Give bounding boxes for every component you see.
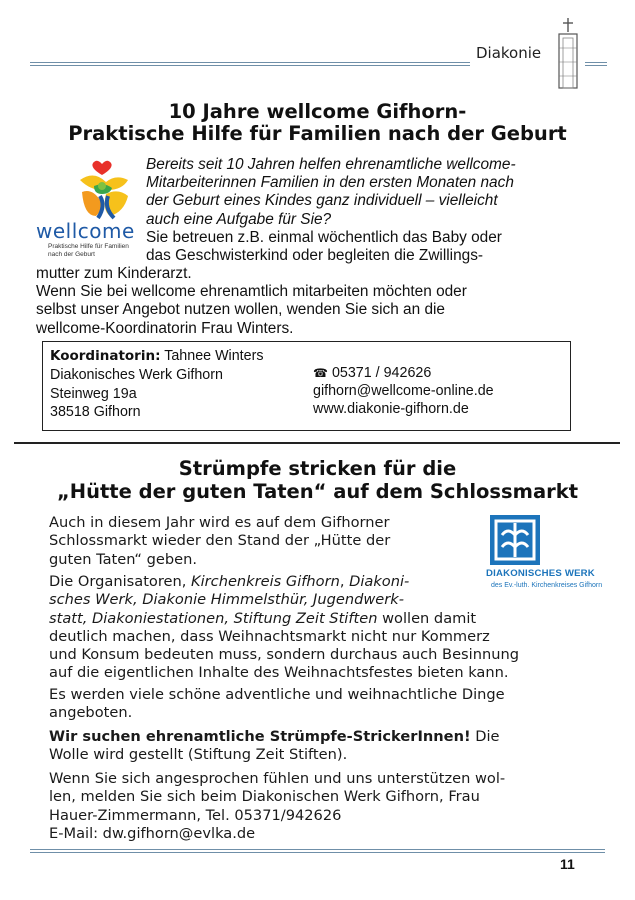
para-line: Hauer-Zimmermann, Tel. 05371/942626 bbox=[49, 806, 342, 824]
contact-city: 38518 Gifhorn bbox=[50, 404, 141, 420]
intro-line: der Geburt eines Kindes ganz individuell – vielleicht bbox=[146, 192, 498, 210]
wellcome-figure-logo-icon bbox=[72, 158, 136, 222]
para-line: Wenn Sie sich angesprochen fühlen und uns unterstützen wol- bbox=[49, 770, 506, 787]
section-divider bbox=[14, 442, 620, 444]
diakonie-cross-icon bbox=[555, 18, 581, 90]
article2-para2 bbox=[49, 573, 519, 683]
wellcome-wordmark: wellcome bbox=[36, 219, 135, 243]
para-line: Es werden viele schöne adventliche und weihnachtliche Dinge bbox=[49, 686, 505, 703]
diakonisches-werk-logo-icon bbox=[490, 515, 540, 565]
header-rule bbox=[30, 62, 470, 63]
para-line: auf die eigentlichen Inhalte des Weihnachtsfestes bieten kann. bbox=[49, 664, 509, 682]
dw-logo-name: DIAKONISCHES WERK bbox=[486, 568, 595, 579]
body-line: Wenn Sie bei wellcome ehrenamtlich mitarbeiten möchten oder bbox=[36, 283, 467, 301]
contact-email[interactable]: gifhorn@wellcome-online.de bbox=[313, 383, 494, 399]
contact-label: Koordinatorin: bbox=[50, 348, 161, 364]
para-line: Die Organisatoren, Kirchenkreis Gifhorn, Diakoni- bbox=[49, 573, 410, 590]
contact-name-line bbox=[50, 347, 264, 365]
para-line: deutlich machen, dass Weihnachtsmarkt nicht nur Kommerz bbox=[49, 627, 490, 645]
article1-body-a bbox=[146, 229, 502, 265]
article2-title-line2: „Hütte der guten Taten“ auf dem Schlossmarkt bbox=[56, 480, 579, 503]
article2-para4 bbox=[49, 728, 500, 765]
footer-rule bbox=[30, 849, 605, 850]
intro-line: Bereits seit 10 Jahren helfen ehrenamtliche wellcome- bbox=[146, 156, 516, 173]
para-line: und Konsum bedeuten muss, sondern durchaus auch Besinnung bbox=[49, 646, 519, 664]
article1-title-line1: 10 Jahre wellcome Gifhorn- bbox=[168, 100, 467, 123]
para-line: len, melden Sie sich beim Diakonischen Werk Gifhorn, Frau bbox=[49, 788, 480, 806]
header-title: Diakonie bbox=[476, 44, 542, 62]
contact-name: Tahnee Winters bbox=[164, 348, 264, 364]
header-rule bbox=[585, 65, 607, 66]
wellcome-tagline: Praktische Hilfe für Familien nach der Geburt bbox=[48, 243, 129, 258]
phone-icon: ☎ bbox=[313, 366, 328, 380]
para-line: angeboten. bbox=[49, 704, 133, 722]
contact-box bbox=[42, 341, 571, 431]
body-line: Sie betreuen z.B. einmal wöchentlich das Baby oder bbox=[146, 229, 502, 246]
header-rule bbox=[585, 62, 607, 63]
article2-para3 bbox=[49, 686, 505, 723]
intro-line: Mitarbeiterinnen Familien in den ersten Monaten nach bbox=[146, 174, 514, 192]
contact-street: Steinweg 19a bbox=[50, 386, 137, 402]
article1-body-b bbox=[36, 265, 467, 338]
article2-para5 bbox=[49, 770, 505, 843]
body-line: das Geschwisterkind oder begleiten die Zwillings- bbox=[146, 247, 484, 265]
para-line: E-Mail: dw.gifhorn@evlka.de bbox=[49, 824, 256, 842]
contact-web[interactable]: www.diakonie-gifhorn.de bbox=[313, 401, 469, 417]
contact-phone: 05371 / 942626 bbox=[331, 365, 432, 381]
body-line: selbst unser Angebot nutzen wollen, wenden Sie sich an die bbox=[36, 301, 445, 319]
para-line: Wir suchen ehrenamtliche Strümpfe-StrickerInnen! Die bbox=[49, 728, 500, 745]
para-line: Wolle wird gestellt (Stiftung Zeit Stiften). bbox=[49, 746, 348, 764]
contact-org: Diakonisches Werk Gifhorn bbox=[50, 367, 223, 383]
para-line: sches Werk, Diakonie Himmelsthür, Jugendwerk- bbox=[49, 591, 404, 609]
article2-para1 bbox=[49, 514, 390, 569]
page-number: 11 bbox=[560, 856, 575, 872]
body-line: wellcome-Koordinatorin Frau Winters. bbox=[36, 319, 294, 337]
dw-logo-sub: des Ev.-luth. Kirchenkreises Gifhorn bbox=[491, 582, 603, 589]
footer-rule bbox=[30, 852, 605, 853]
para-line: statt, Diakoniestationen, Stiftung Zeit Stiften wollen damit bbox=[49, 609, 477, 627]
body-line: mutter zum Kinderarzt. bbox=[36, 265, 192, 282]
header-rule bbox=[30, 65, 470, 66]
intro-line: auch eine Aufgabe für Sie? bbox=[146, 210, 332, 228]
para-line: guten Taten“ geben. bbox=[49, 550, 198, 568]
para-line: Auch in diesem Jahr wird es auf dem Gifhorner bbox=[49, 514, 390, 531]
article1-intro bbox=[146, 156, 516, 229]
contact-phone-line bbox=[313, 364, 431, 382]
article2-title-line1: Strümpfe stricken für die bbox=[178, 457, 457, 480]
para-line: Schlossmarkt wieder den Stand der „Hütte der bbox=[49, 532, 391, 550]
article1-title-line2: Praktische Hilfe für Familien nach der Geburt bbox=[68, 122, 567, 145]
